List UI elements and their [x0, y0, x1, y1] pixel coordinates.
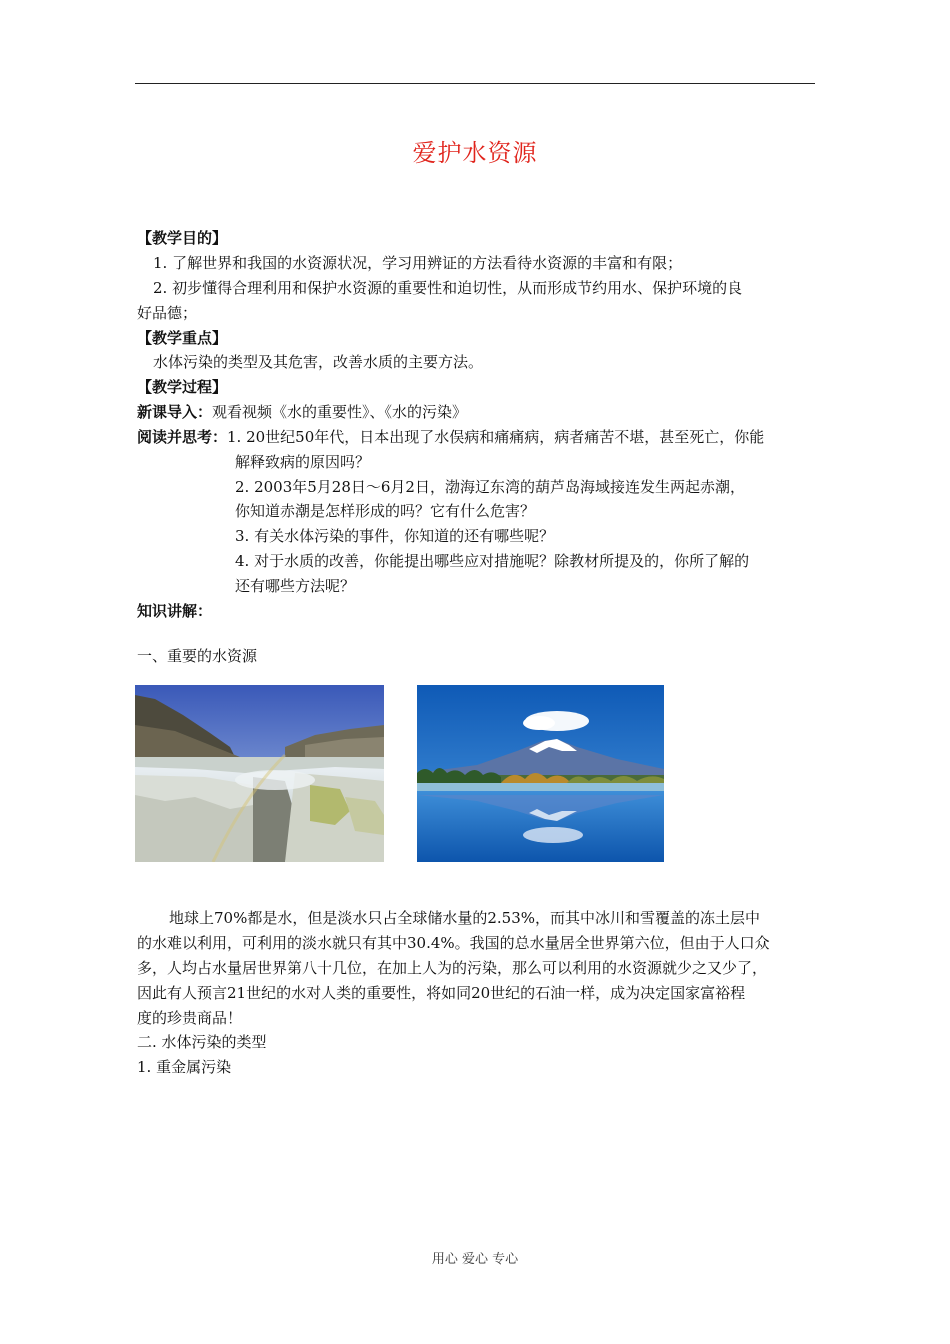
knowledge-label: 知识讲解：: [137, 602, 213, 620]
section-1-paragraph-line-2: 的水难以利用，可利用的淡水就只有其中30.4%。我国的总水量居全世界第六位，但由于人口众: [137, 934, 770, 952]
process-heading: 【教学过程】: [137, 378, 228, 396]
page-footer: 用心 爱心 专心: [431, 1252, 519, 1267]
question-4-line-1: 4. 对于水质的改善，你能提出哪些应对措施呢？除教材所提及的，你所了解的: [235, 552, 750, 570]
section-1-paragraph-line-5: 度的珍贵商品！: [137, 1009, 243, 1027]
section-1-paragraph-line-4: 因此有人预言21世纪的水对人类的重要性，将如同20世纪的石油一样，成为决定国家富裕程: [137, 984, 746, 1002]
key-points-text: 水体污染的类型及其危害，改善水质的主要方法。: [153, 353, 484, 371]
lake-mountain-photo: [417, 685, 664, 862]
section-1-paragraph-line-3: 多，人均占水量居世界第八十几位，在加上人为的污染，那么可以利用的水资源就少之又少了，: [137, 959, 768, 977]
intro-text: 观看视频《水的重要性》、《水的污染》: [212, 403, 468, 421]
header-rule: [135, 83, 815, 84]
section-2-subheading-1: 1. 重金属污染: [137, 1058, 232, 1076]
question-3: 3. 有关水体污染的事件，你知道的还有哪些呢？: [235, 527, 555, 545]
objective-item-1: 1. 了解世界和我国的水资源状况，学习用辨证的方法看待水资源的丰富和有限；: [153, 254, 683, 272]
question-2-line-1: 2. 2003年5月28日～6月2日，渤海辽东湾的葫芦岛海域接连发生两起赤潮，: [235, 478, 745, 496]
question-4-line-2: 还有哪些方法呢？: [235, 577, 356, 595]
waterfall-photo: [135, 685, 384, 862]
intro-line: [137, 402, 467, 422]
objective-item-2-line-1: 2. 初步懂得合理利用和保护水资源的重要性和迫切性，从而形成节约用水、保护环境的良: [153, 279, 743, 297]
question-2-line-2: 你知道赤潮是怎样形成的吗？它有什么危害？: [235, 502, 536, 520]
section-2-heading: 二. 水体污染的类型: [137, 1033, 267, 1051]
reading-label: 阅读并思考：: [137, 428, 228, 446]
intro-label: 新课导入：: [137, 403, 213, 421]
reading-line: [137, 427, 764, 447]
objectives-heading: 【教学目的】: [137, 229, 228, 247]
objective-item-2-line-2: 好品德；: [137, 304, 198, 322]
section-1-paragraph-line-1: 地球上70%都是水，但是淡水只占全球储水量的2.53%，而其中冰川和雪覆盖的冻土层中: [169, 909, 760, 927]
question-1-line-1: 1. 20世纪50年代，日本出现了水俣病和痛痛病，病者痛苦不堪，甚至死亡，你能: [227, 428, 765, 446]
key-points-heading: 【教学重点】: [137, 329, 228, 347]
question-1-line-2: 解释致病的原因吗？: [235, 453, 371, 471]
section-1-heading: 一、重要的水资源: [137, 647, 258, 665]
document-title: 爱护水资源: [412, 139, 538, 167]
